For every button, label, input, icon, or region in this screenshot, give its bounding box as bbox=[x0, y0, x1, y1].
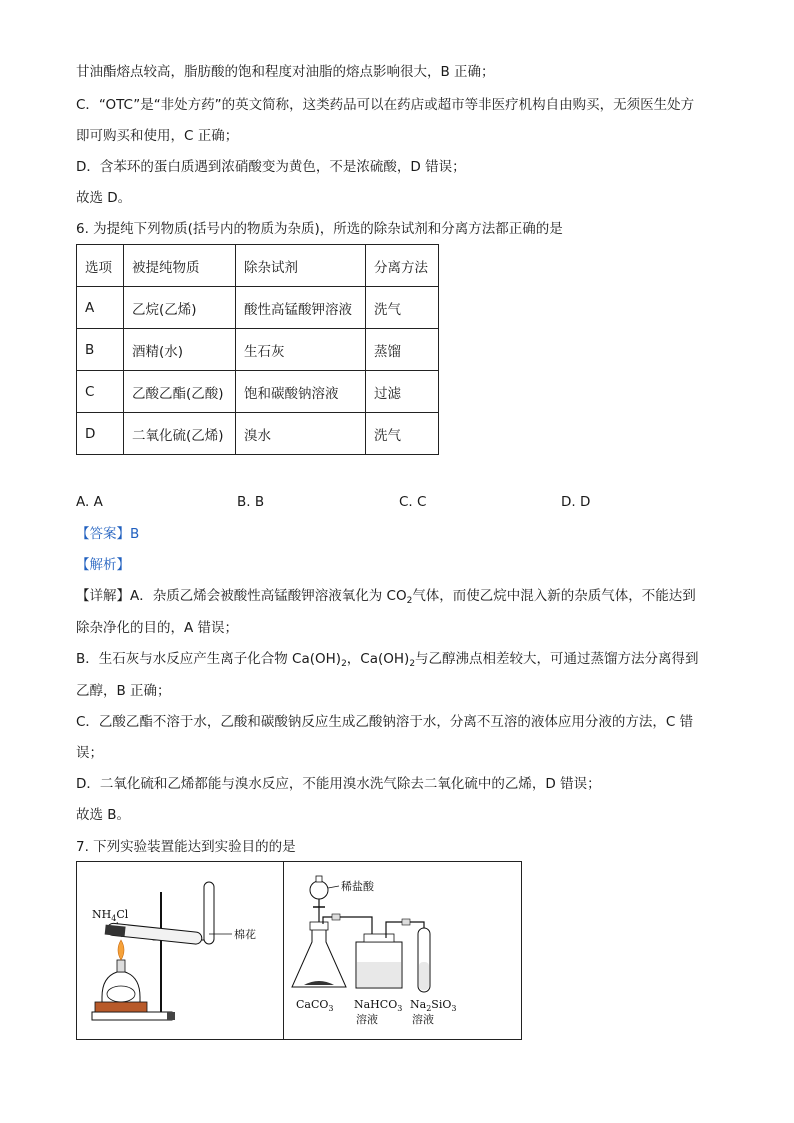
question-7: 7. 下列实验装置能达到实验目的的是 bbox=[76, 839, 296, 855]
choice-d[interactable]: D. D bbox=[561, 494, 591, 510]
table-header-cell: 分离方法 bbox=[366, 245, 439, 287]
table-cell: 生石灰 bbox=[236, 329, 366, 371]
table-cell: 酸性高锰酸钾溶液 bbox=[236, 287, 366, 329]
svg-text:NaHCO3: NaHCO$_3$ bbox=[354, 998, 403, 1013]
nh4cl-label: $NH_4Cl$ bbox=[92, 908, 129, 923]
acid-carbonate-apparatus bbox=[284, 862, 519, 1038]
text-line: B．生石灰与水反应产生离子化合物 $Ca(OH)_2$，$Ca(OH)_2$与乙醇沸点相差较大，可通过蒸馏方法分离得到 bbox=[76, 651, 699, 669]
table-cell: C bbox=[77, 371, 124, 413]
table-header-cell: 选项 bbox=[77, 245, 124, 287]
choice-c[interactable]: C. C bbox=[399, 494, 427, 510]
svg-text:稀盐酸: 稀盐酸 bbox=[341, 880, 374, 893]
text-line: 甘油酯熔点较高，脂肪酸的饱和程度对油脂的熔点影响很大，B 正确； bbox=[76, 64, 495, 80]
text-line: 除杂净化的目的，A 错误； bbox=[76, 620, 239, 636]
text-line: 故选 B。 bbox=[76, 807, 131, 823]
text-line: D．二氧化硫和乙烯都能与溴水反应，不能用溴水洗气除去二氧化硫中的乙烯，D 错误； bbox=[76, 776, 601, 792]
analysis-label: 【解析】 bbox=[76, 557, 130, 573]
svg-text:棉花: 棉花 bbox=[234, 928, 256, 941]
text-line: 故选 D。 bbox=[76, 190, 132, 206]
text-line: 即可购买和使用，C 正确； bbox=[76, 128, 239, 144]
table-cell: 洗气 bbox=[366, 287, 439, 329]
table-cell: 乙酸乙酯(乙酸) bbox=[124, 371, 236, 413]
nh4cl-heating-apparatus bbox=[77, 862, 282, 1038]
table-cell: B bbox=[77, 329, 124, 371]
text-line: D．含苯环的蛋白质遇到浓硝酸变为黄色，不是浓硫酸，D 错误； bbox=[76, 159, 466, 175]
table-row bbox=[77, 329, 439, 371]
table-header-row bbox=[77, 245, 439, 287]
table-header-cell: 被提纯物质 bbox=[124, 245, 236, 287]
table-cell: 过滤 bbox=[366, 371, 439, 413]
table-cell: 溴水 bbox=[236, 413, 366, 455]
table-row bbox=[77, 287, 439, 329]
options-table bbox=[76, 244, 439, 455]
table-cell: 酒精(水) bbox=[124, 329, 236, 371]
text-line: 乙醇，B 正确； bbox=[76, 683, 171, 699]
text-line: 【详解】A．杂质乙烯会被酸性高锰酸钾溶液氧化为 $CO_2$气体，而使乙烷中混入新的杂质气体，不能达到 bbox=[76, 588, 696, 606]
table-row bbox=[77, 371, 439, 413]
text-line: C．“OTC”是“非处方药”的英文简称，这类药品可以在药店或超市等非医疗机构自由购买，无须医生处方 bbox=[76, 97, 695, 113]
table-cell: A bbox=[77, 287, 124, 329]
table-cell: 乙烷(乙烯) bbox=[124, 287, 236, 329]
table-header-cell: 除杂试剂 bbox=[236, 245, 366, 287]
svg-text:Na2SiO3: $Na_2SiO_3$ bbox=[410, 998, 457, 1013]
svg-text:溶液: 溶液 bbox=[412, 1013, 434, 1026]
table-cell: 二氧化硫(乙烯) bbox=[124, 413, 236, 455]
table-cell: 饱和碳酸钠溶液 bbox=[236, 371, 366, 413]
answer-label: 【答案】B bbox=[76, 526, 140, 542]
choice-a[interactable]: A. A bbox=[76, 494, 103, 510]
svg-text:CaCO3: CaCO$_3$ bbox=[296, 998, 334, 1013]
table-cell: D bbox=[77, 413, 124, 455]
svg-text:溶液: 溶液 bbox=[356, 1013, 378, 1026]
table-cell: 洗气 bbox=[366, 413, 439, 455]
table-row bbox=[77, 413, 439, 455]
question-6: 6. 为提纯下列物质(括号内的物质为杂质)，所选的除杂试剂和分离方法都正确的是 bbox=[76, 221, 563, 237]
choice-b[interactable]: B. B bbox=[237, 494, 265, 510]
table-cell: 蒸馏 bbox=[366, 329, 439, 371]
text-line: C．乙酸乙酯不溶于水，乙酸和碳酸钠反应生成乙酸钠溶于水，分离不互溶的液体应用分液的方法，C 错 bbox=[76, 714, 694, 730]
text-line: 误； bbox=[76, 745, 103, 761]
